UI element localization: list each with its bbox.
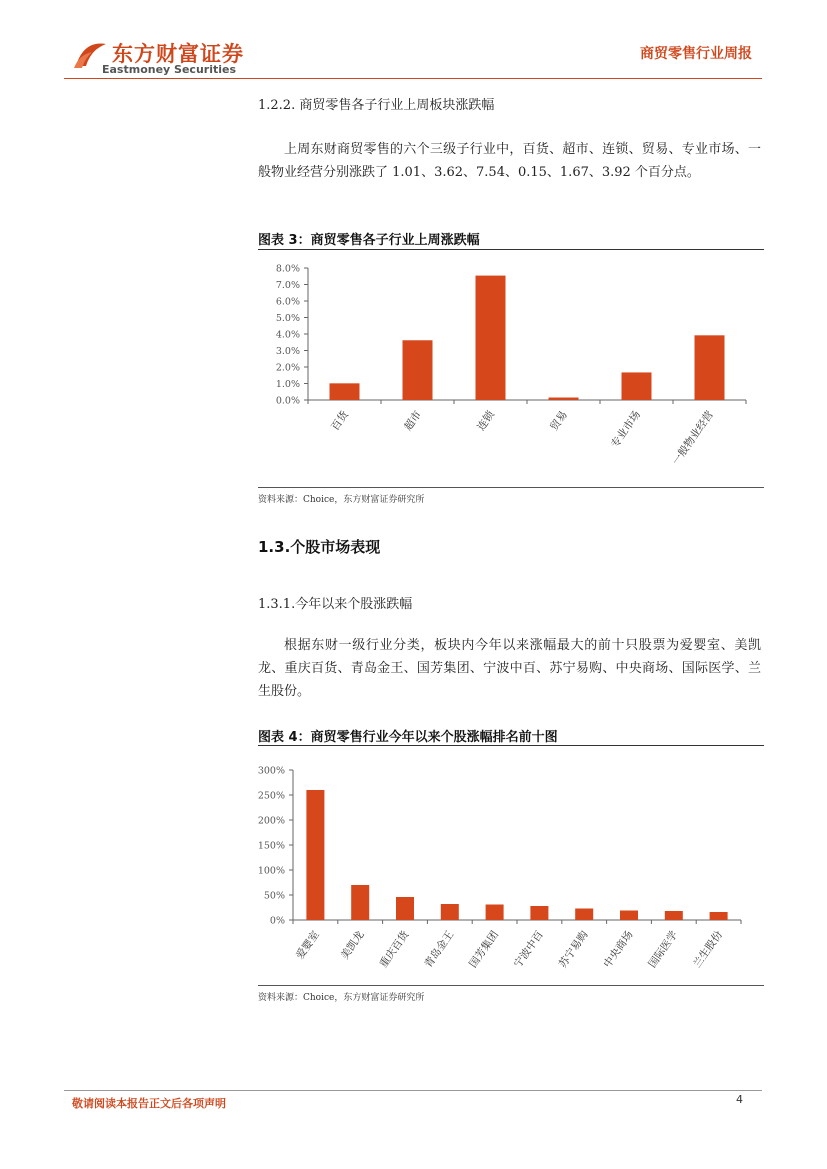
bar-宁波中百 <box>530 906 548 920</box>
x-category-label: 兰生股份 <box>691 928 726 971</box>
y-tick-label: 6.0% <box>275 296 300 308</box>
y-tick-label: 0% <box>269 915 285 927</box>
x-category-label: 美凯龙 <box>338 928 367 962</box>
brand-name-en: Eastmoney Securities <box>102 63 237 76</box>
x-category-label: 贸易 <box>548 408 570 433</box>
footer-divider <box>64 1090 762 1091</box>
figure-3-title: 图表 3：商贸零售各子行业上周涨跌幅 <box>258 233 480 248</box>
y-tick-label: 300% <box>258 765 285 777</box>
bar-一般物业经营 <box>695 335 725 400</box>
y-tick-label: 7.0% <box>275 280 300 291</box>
x-category-label: 连锁 <box>475 408 497 433</box>
bar-连锁 <box>476 276 506 400</box>
y-tick-label: 150% <box>258 840 285 852</box>
bar-青岛金王 <box>441 904 459 920</box>
bar-专业市场 <box>622 372 652 400</box>
bar-国际医学 <box>665 911 683 920</box>
y-tick-label: 0.0% <box>275 395 300 407</box>
y-tick-label: 100% <box>258 865 285 877</box>
bar-爱婴室 <box>306 790 324 920</box>
y-tick-label: 200% <box>258 815 285 827</box>
bar-超市 <box>403 340 433 400</box>
y-tick-label: 3.0% <box>275 346 300 357</box>
bar-中央商场 <box>620 911 638 921</box>
figure-4-source: 资料来源：Choice，东方财富证券研究所 <box>258 993 425 1003</box>
y-tick-label: 4.0% <box>275 329 300 341</box>
x-category-label: 专业市场 <box>609 408 643 451</box>
x-category-label: 国际医学 <box>646 928 681 971</box>
bar-重庆百货 <box>396 897 414 920</box>
x-category-label: 宁波中百 <box>511 928 546 971</box>
y-tick-label: 1.0% <box>275 379 300 390</box>
figure-4-top-rule <box>258 745 764 746</box>
figure-4-bottom-rule <box>258 985 764 986</box>
section-heading-1-3-1: 1.3.1.今年以来个股涨跌幅 <box>258 597 413 612</box>
x-category-label: 中央商场 <box>601 928 636 971</box>
header-divider <box>64 78 762 79</box>
bar-美凯龙 <box>351 885 369 920</box>
bar-贸易 <box>549 398 579 400</box>
x-category-label: 爱婴室 <box>293 928 322 962</box>
bar-国芳集团 <box>486 905 504 921</box>
x-category-label: 苏宁易购 <box>556 928 591 971</box>
x-category-label: 一般物业经营 <box>669 408 716 468</box>
figure-3-bar-chart <box>258 252 764 484</box>
section-paragraph-1-2-2: 上周东财商贸零售的六个三级子行业中，百货、超市、连锁、贸易、专业市场、一般物业经营分别涨跌了 1.01、3.62、7.54、0.15、1.67、3.92 个百分点。 <box>258 142 761 180</box>
x-category-label: 超市 <box>402 408 424 433</box>
y-tick-label: 250% <box>258 790 285 802</box>
figure-3-source: 资料来源：Choice，东方财富证券研究所 <box>258 495 425 505</box>
brand-name-cn: 东方财富证券 <box>112 42 244 66</box>
bar-百货 <box>330 383 360 400</box>
section-heading-1-2-2: 1.2.2. 商贸零售各子行业上周板块涨跌幅 <box>258 98 495 113</box>
y-tick-label: 50% <box>263 890 285 902</box>
figure-4-title: 图表 4：商贸零售行业今年以来个股涨幅排名前十图 <box>258 730 558 745</box>
figure-4-bar-chart <box>258 748 764 980</box>
figure-3-top-rule <box>258 249 764 250</box>
page-number: 4 <box>736 1093 743 1106</box>
report-type-label: 商贸零售行业周报 <box>640 46 752 62</box>
x-category-label: 重庆百货 <box>377 928 412 971</box>
x-category-label: 青岛金王 <box>422 928 457 971</box>
section-paragraph-1-3-1: 根据东财一级行业分类，板块内今年以来涨幅最大的前十只股票为爱婴室、美凯龙、重庆百货、青岛金王、国芳集团、宁波中百、苏宁易购、中央商场、国际医学、兰生股份。 <box>258 638 761 699</box>
section-heading-1-3: 1.3.个股市场表现 <box>258 538 381 556</box>
y-tick-label: 2.0% <box>275 362 300 374</box>
y-tick-label: 5.0% <box>275 313 300 324</box>
bar-兰生股份 <box>710 912 728 920</box>
figure-3-bottom-rule <box>258 487 764 488</box>
y-tick-label: 8.0% <box>275 263 300 275</box>
x-category-label: 百货 <box>329 408 351 433</box>
footer-disclaimer: 敬请阅读本报告正文后各项声明 <box>72 1097 226 1110</box>
bar-苏宁易购 <box>575 909 593 921</box>
x-category-label: 国芳集团 <box>467 928 502 971</box>
